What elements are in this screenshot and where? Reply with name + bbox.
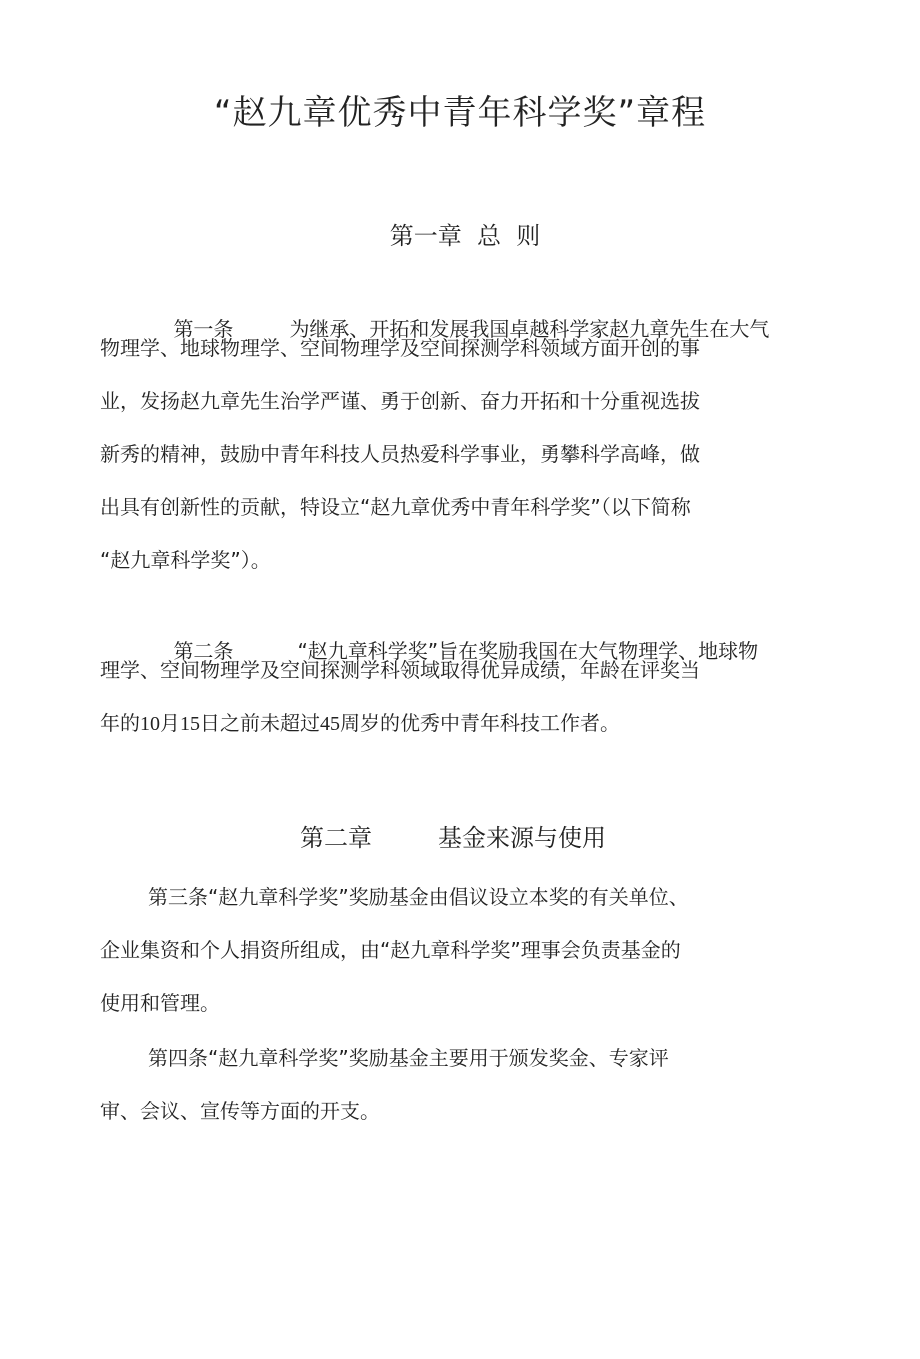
number-run: 45 [320,713,340,735]
article-1-label: 第一条 [173,317,234,341]
chapter-2-title: 基金来源与使用 [438,824,606,852]
article-1-line: 出具有创新性的贡献，特设立“赵九章优秀中青年科学奖”（以下简称 [100,495,691,519]
article-1-line: 为继承、开拓和发展我国卓越科学家赵九章先生在大气 [289,317,770,341]
article-2-line: 理学、空间物理学及空间探测学科领域取得优异成绩，年龄在评奖当 [100,658,700,682]
article-3-line: 使用和管理。 [100,991,220,1015]
number-run: 10 [140,713,160,735]
text-run: 年的 [100,711,140,735]
article-2-line: “赵九章科学奖”旨在奖励我国在大气物理学、地球物 [297,639,759,663]
article-1-line: 物理学、地球物理学、空间物理学及空间探测学科领域方面开创的事 [100,336,700,360]
chapter-1-heading: 第一章 总 则 [389,222,541,250]
text-run: 月 [160,711,180,735]
number-run: 15 [180,713,200,735]
article-1-line: “赵九章科学奖”）。 [100,548,271,572]
document-title: “赵九章优秀中青年科学奖”章程 [213,93,707,133]
chapter-2-heading [300,820,606,856]
text-run: 周岁的优秀中青年科技工作者。 [340,711,620,735]
text-run: 日之前未超过 [200,711,320,735]
article-3-line: 第三条“赵九章科学奖”奖励基金由倡议设立本奖的有关单位、 [148,885,689,909]
article-2-last-line [100,706,620,741]
article-4-line: 审、会议、宣传等方面的开支。 [100,1099,380,1123]
chapter-2-number: 第二章 [300,824,372,852]
article-1-line: 新秀的精神，鼓励中青年科技人员热爱科学事业，勇攀科学高峰，做 [100,442,700,466]
article-4-line: 第四条“赵九章科学奖”奖励基金主要用于颁发奖金、专家评 [148,1046,669,1070]
article-1-line: 业，发扬赵九章先生治学严谨、勇于创新、奋力开拓和十分重视选拔 [100,389,700,413]
article-3-line: 企业集资和个人捐资所组成，由“赵九章科学奖”理事会负责基金的 [100,938,681,962]
article-2-label: 第二条 [173,639,234,663]
